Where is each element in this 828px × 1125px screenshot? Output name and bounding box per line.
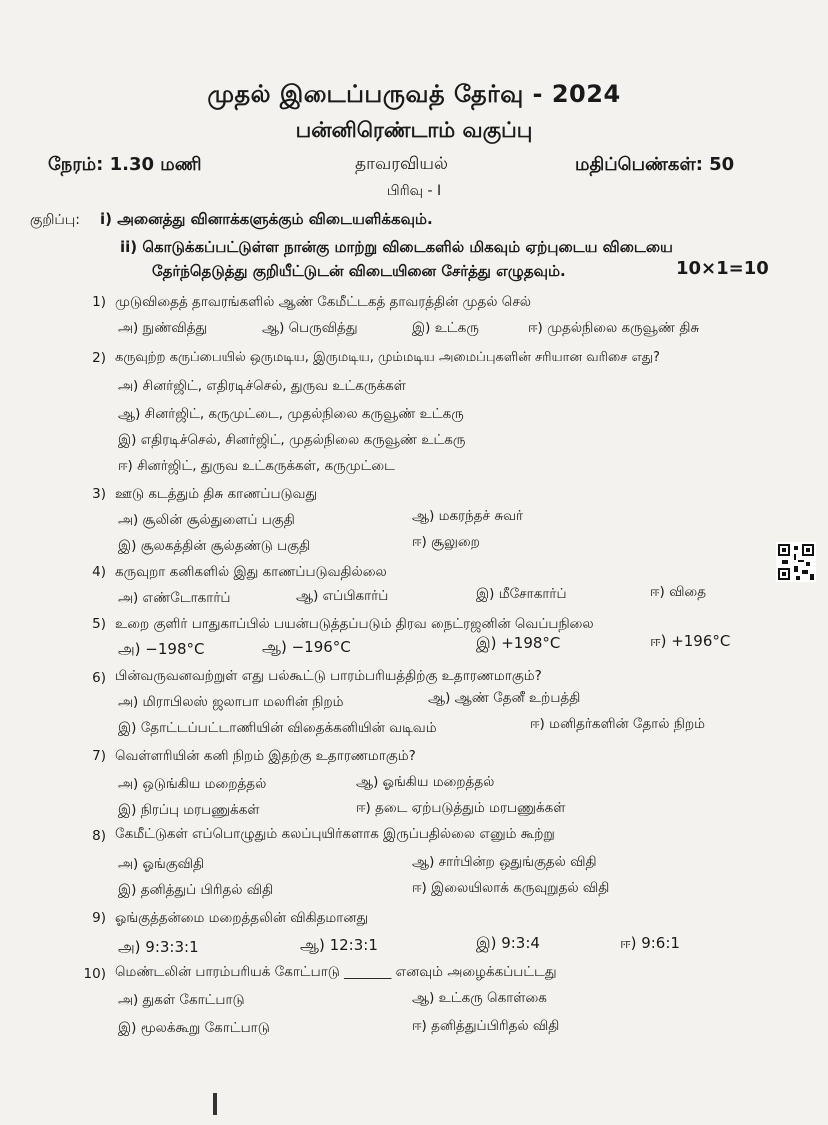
option-c: இ) உட்கரு bbox=[412, 320, 479, 336]
time-label: நேரம்: 1.30 மணி bbox=[48, 154, 202, 175]
class-label: பன்னிரெண்டாம் வகுப்பு bbox=[295, 118, 533, 142]
option-c: இ) மீசோகார்ப் bbox=[476, 586, 567, 602]
question-number: 3) bbox=[92, 486, 106, 502]
option-b: ஆ) ஆண் தேனீ உற்பத்தி bbox=[428, 690, 581, 706]
option-b: ஆ) 12:3:1 bbox=[300, 936, 378, 954]
question-number: 1) bbox=[92, 294, 106, 310]
option-a: அ) சினர்ஜிட், எதிரடிச்செல், துருவ உட்கருக்கள் bbox=[118, 378, 406, 394]
option-c: இ) சூலகத்தின் சூல்தண்டு பகுதி bbox=[118, 538, 311, 554]
option-b: ஆ) மகரந்தச் சுவர் bbox=[412, 508, 524, 524]
option-b: ஆ) ஓங்கிய மறைத்தல் bbox=[356, 774, 495, 790]
option-a: அ) ஓங்குவிதி bbox=[118, 856, 205, 872]
option-d: ஈ) இலையிலாக் கருவுறுதல் விதி bbox=[412, 880, 610, 896]
option-a: அ) மிராபிலஸ் ஜலாபா மலரின் நிறம் bbox=[118, 694, 344, 710]
option-d: ஈ) சூலுறை bbox=[412, 534, 480, 550]
option-d: ஈ) தனித்துப்பிரிதல் விதி bbox=[412, 1018, 560, 1034]
option-b: ஆ) உட்கரு கொள்கை bbox=[412, 990, 547, 1006]
option-a: அ) −198°C bbox=[118, 640, 205, 658]
option-c: இ) தனித்துப் பிரிதல் விதி bbox=[118, 882, 274, 898]
section-heading: பிரிவு - I bbox=[386, 183, 442, 199]
option-c: இ) தோட்டப்பட்டாணியின் விதைக்கனியின் வடிவம் bbox=[118, 720, 437, 736]
option-c: இ) மூலக்கூறு கோட்பாடு bbox=[118, 1020, 270, 1036]
question-number: 8) bbox=[92, 828, 106, 844]
option-c: இ) நிரப்பு மரபணுக்கள் bbox=[118, 802, 260, 818]
question-text: வெள்ளரியின் கனி நிறம் இதற்கு உதாரணமாகும்? bbox=[115, 748, 416, 764]
option-b: ஆ) −196°C bbox=[262, 638, 351, 656]
ink-mark bbox=[213, 1093, 217, 1115]
marks-label: மதிப்பெண்கள்: 50 bbox=[575, 154, 735, 175]
question-number: 5) bbox=[92, 616, 106, 632]
qr-code-icon bbox=[776, 542, 816, 582]
option-c: இ) 9:3:4 bbox=[476, 934, 540, 952]
question-number: 4) bbox=[92, 564, 106, 580]
question-text: கேமீட்டுகள் எப்பொழுதும் கலப்புயிர்களாக இருப்பதில்லை எனும் கூற்று bbox=[115, 826, 555, 842]
question-number: 10) bbox=[83, 966, 106, 982]
question-number: 2) bbox=[92, 350, 106, 366]
question-text: முடுவிதைத் தாவரங்களில் ஆண் கேமீட்டகத் தாவரத்தின் முதல் செல் bbox=[115, 294, 531, 310]
instruction-2-line1: ii) கொடுக்கப்பட்டுள்ள நான்கு மாற்று விடைகளில் மிகவும் ஏற்புடைய விடையை bbox=[120, 238, 673, 256]
option-d: ஈ) சினர்ஜிட், துருவ உட்கருக்கள், கருமுட்டை bbox=[118, 458, 395, 474]
option-d: ஈ) 9:6:1 bbox=[620, 934, 680, 952]
option-c: இ) எதிரடிச்செல், சினர்ஜிட், முதல்நிலை கருவூண் உட்கரு bbox=[118, 432, 466, 448]
question-text: ஓங்குத்தன்மை மறைத்தலின் விகிதமானது bbox=[115, 910, 369, 926]
option-b: ஆ) சார்பின்ற ஒதுங்குதல் விதி bbox=[412, 854, 597, 870]
note-label: குறிப்பு: bbox=[30, 212, 80, 228]
question-text: கருவுற்ற கருப்பையில் ஒருமடிய, இருமடிய, மும்மடிய அமைப்புகளின் சரியான வரிசை எது? bbox=[115, 350, 660, 365]
instruction-1: i) அனைத்து வினாக்களுக்கும் விடையளிக்கவும். bbox=[100, 210, 433, 228]
question-number: 6) bbox=[92, 670, 106, 686]
question-text: ஊடு கடத்தும் திசு காணப்படுவது bbox=[115, 486, 318, 502]
subject-label: தாவரவியல் bbox=[355, 154, 449, 174]
option-d: ஈ) முதல்நிலை கருவூண் திசு bbox=[528, 320, 700, 336]
option-a: அ) துகள் கோட்பாடு bbox=[118, 992, 245, 1008]
exam-title: முதல் இடைப்பருவத் தேர்வு - 2024 bbox=[207, 80, 621, 108]
marks-formula: 10×1=10 bbox=[676, 258, 769, 279]
option-a: அ) நுண்வித்து bbox=[118, 320, 208, 336]
option-d: ஈ) +196°C bbox=[650, 632, 731, 650]
question-text: கருவுறா கனிகளில் இது காணப்படுவதில்லை bbox=[115, 564, 387, 580]
option-b: ஆ) எப்பிகார்ப் bbox=[296, 588, 389, 604]
option-c: இ) +198°C bbox=[476, 634, 561, 652]
question-number: 9) bbox=[92, 910, 106, 926]
instruction-2-line2: தேர்ந்தெடுத்து குறியீட்டுடன் விடையினை சேர்த்து எழுதவும். bbox=[152, 262, 566, 280]
question-text: மெண்டலின் பாரம்பரியக் கோட்பாடு _______ எனவும் அழைக்கப்பட்டது bbox=[115, 964, 557, 980]
question-number: 7) bbox=[92, 748, 106, 764]
question-text: உறை குளிர் பாதுகாப்பில் பயன்படுத்தப்படும் திரவ நைட்ரஜனின் வெப்பநிலை bbox=[115, 616, 594, 632]
option-b: ஆ) பெருவித்து bbox=[262, 320, 358, 336]
option-d: ஈ) மனிதர்களின் தோல் நிறம் bbox=[530, 716, 706, 732]
option-d: ஈ) விதை bbox=[650, 584, 707, 600]
option-b: ஆ) சினர்ஜிட், கருமுட்டை, முதல்நிலை கருவூண் உட்கரு bbox=[118, 406, 464, 422]
option-a: அ) 9:3:3:1 bbox=[118, 938, 199, 956]
option-a: அ) ஒடுங்கிய மறைத்தல் bbox=[118, 776, 267, 792]
option-d: ஈ) தடை ஏற்படுத்தும் மரபணுக்கள் bbox=[356, 800, 566, 816]
option-a: அ) எண்டோகார்ப் bbox=[118, 590, 231, 606]
option-a: அ) சூலின் சூல்துளைப் பகுதி bbox=[118, 512, 295, 528]
question-text: பின்வருவனவற்றுள் எது பல்கூட்டு பாரம்பரியத்திற்கு உதாரணமாகும்? bbox=[115, 668, 542, 684]
